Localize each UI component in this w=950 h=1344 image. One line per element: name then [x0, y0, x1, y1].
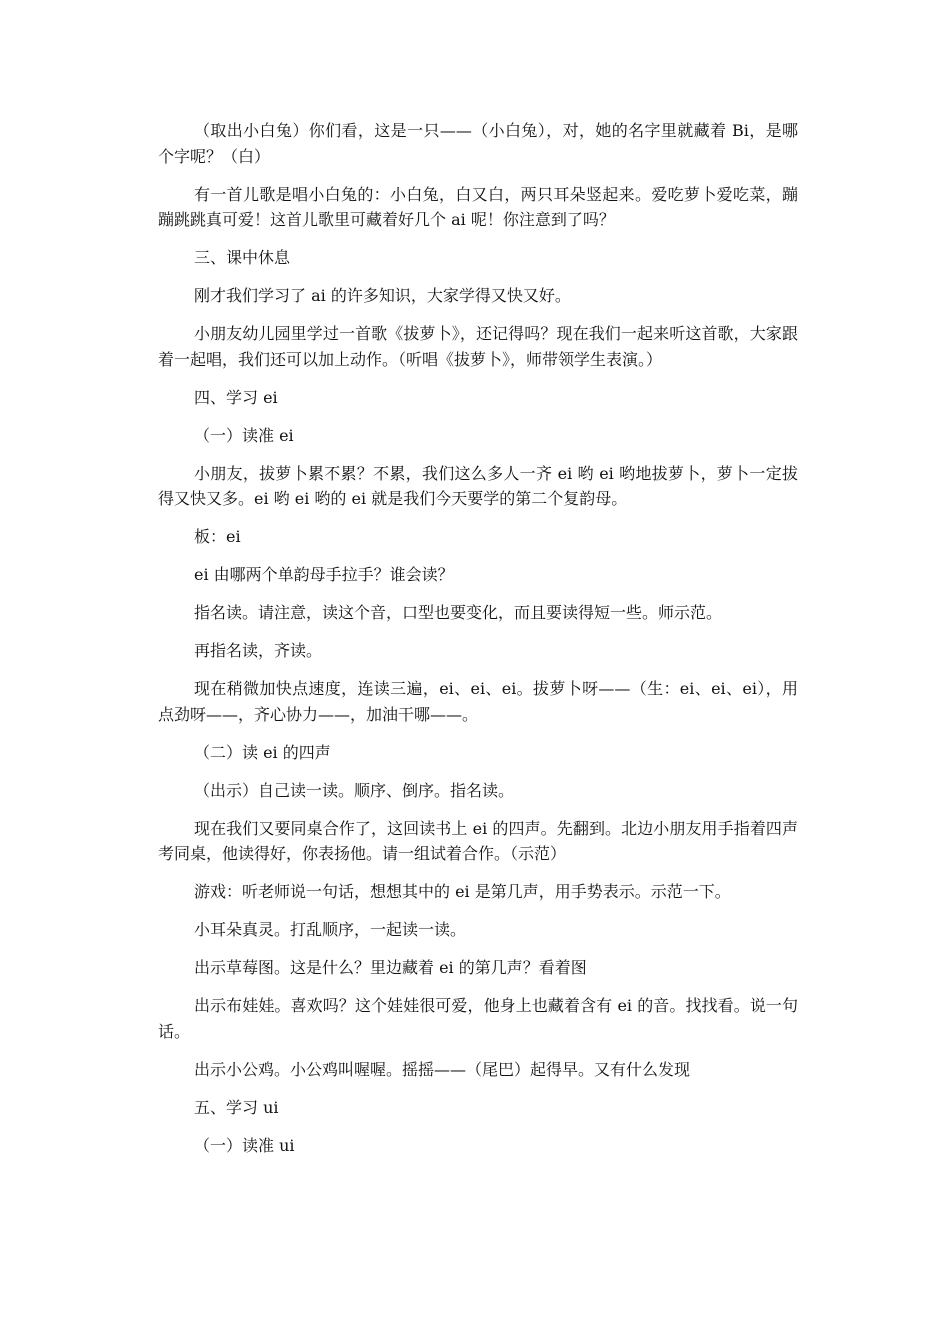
section-heading: 四、学习 ei: [194, 387, 278, 407]
section-heading: 三、课中休息: [194, 248, 291, 267]
paragraph: 再指名读，齐读。: [194, 641, 323, 660]
document-page: [158, 118, 798, 1171]
paragraph: （取出小白兔）你们看，这是一只——（小白兔），对，她的名字里就藏着 Bi，是哪个字呢？（白）: [158, 121, 798, 166]
paragraph: 现在稍微加快点速度，连读三遍，ei、ei、ei。拔萝卜呀——（生：ei、ei、ei），用点劲呀——，齐心协力——，加油干哪——。: [158, 679, 798, 724]
section-heading: 五、学习 ui: [194, 1097, 279, 1117]
paragraph: 小朋友，拔萝卜累不累？不累，我们这么多人一齐 ei 哟 ei 哟地拔萝卜，萝卜一定拔得又快又多。ei 哟 ei 哟的 ei 就是我们今天要学的第二个复韵母。: [158, 463, 798, 508]
paragraph: 指名读。请注意，读这个音，口型也要变化，而且要读得短一些。师示范。: [194, 603, 723, 622]
paragraph: 现在我们又要同桌合作了，这回读书上 ei 的四声。先翻到。北边小朋友用手指着四声考同桌，他读得好，你表扬他。请一组试着合作。（示范）: [158, 818, 798, 863]
paragraph: 出示布娃娃。喜欢吗？这个娃娃很可爱，他身上也藏着含有 ei 的音。找找看。说一句话。: [158, 996, 798, 1041]
paragraph: （出示）自己读一读。顺序、倒序。指名读。: [194, 780, 515, 800]
paragraph: 有一首儿歌是唱小白兔的：小白兔，白又白，两只耳朵竖起来。爱吃萝卜爱吃菜，蹦蹦跳跳真可爱！这首儿歌里可藏着好几个 ai 呢！你注意到了吗？: [158, 184, 798, 229]
subsection-heading: （二）读 ei 的四声: [194, 742, 331, 762]
paragraph: 出示草莓图。这是什么？里边藏着 ei 的第几声？看着图: [194, 958, 587, 977]
paragraph: 出示小公鸡。小公鸡叫喔喔。摇摇——（尾巴）起得早。又有什么发现: [194, 1059, 691, 1079]
paragraph: 小朋友幼儿园里学过一首歌《拔萝卜》，还记得吗？现在我们一起来听这首歌，大家跟着一起唱，我们还可以加上动作。（听唱《拔萝卜》，师带领学生表演。）: [158, 324, 798, 369]
subsection-heading: （一）读准 ei: [194, 425, 294, 445]
paragraph: 小耳朵真灵。打乱顺序，一起读一读。: [194, 920, 467, 939]
paragraph: 游戏：听老师说一句话，想想其中的 ei 是第几声，用手势表示。示范一下。: [194, 882, 731, 901]
paragraph: 板：ei: [194, 527, 241, 546]
paragraph: 刚才我们学习了 ai 的许多知识，大家学得又快又好。: [194, 286, 571, 305]
paragraph: ei 由哪两个单韵母手拉手？谁会读？: [194, 565, 454, 584]
subsection-heading: （一）读准 ui: [194, 1135, 295, 1155]
